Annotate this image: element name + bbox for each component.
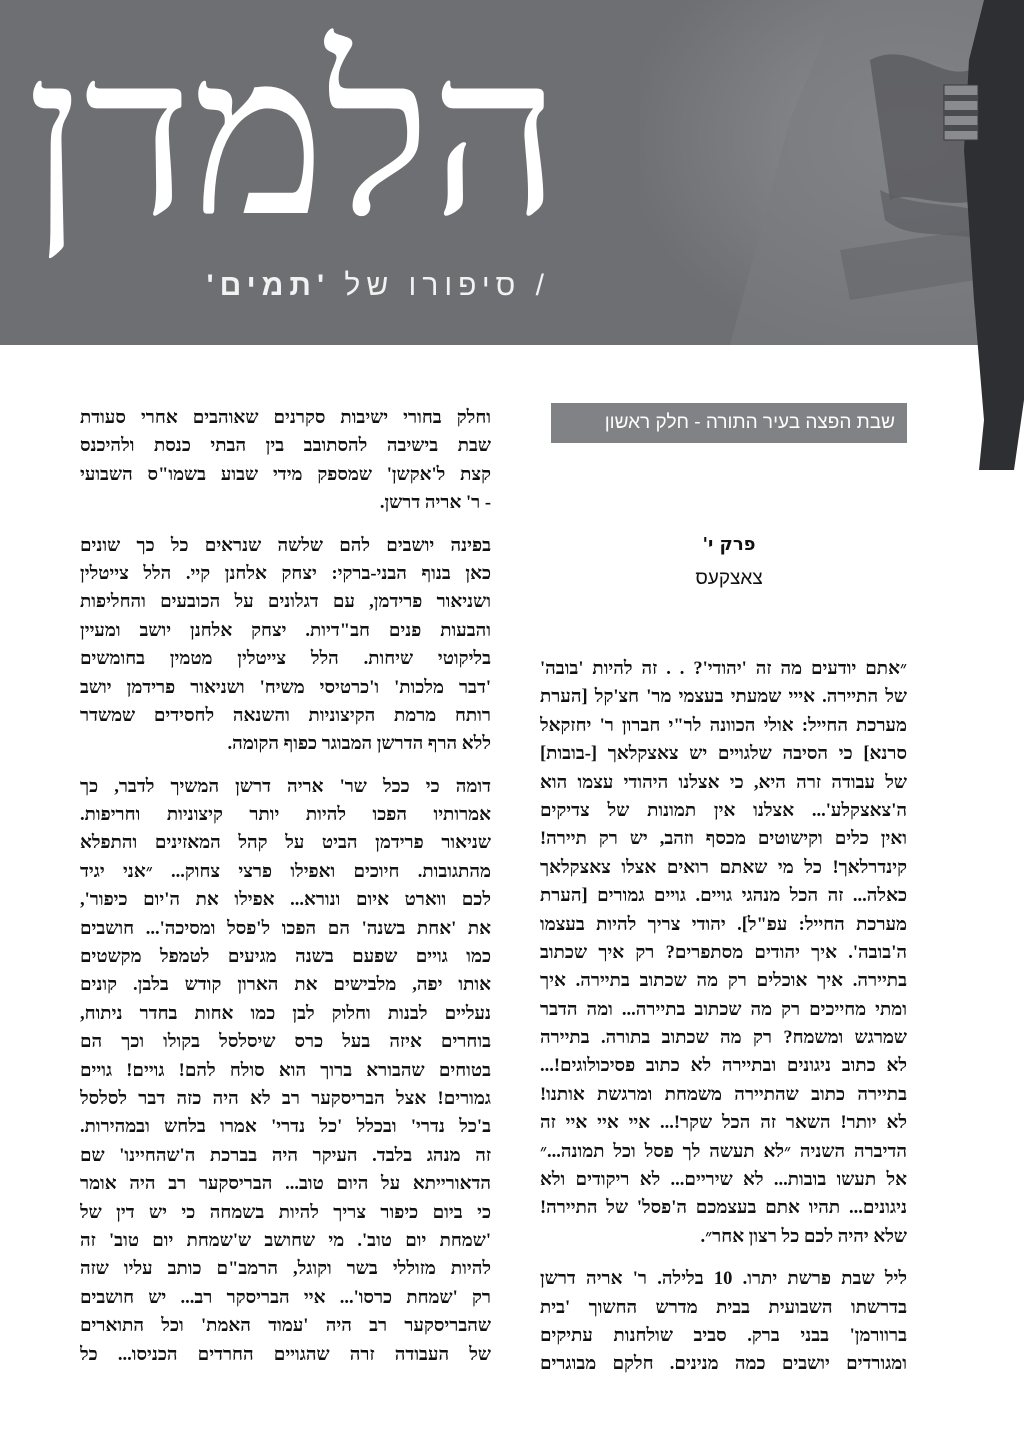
- text-line: 'דבר מלכות' ו'כרטיסי משיח' ושניאור פרידמן יושב: [80, 677, 491, 698]
- text-line: את 'אחת בשנה' הם הפכו ל'פסל ומסיכה'... חושבים: [80, 918, 491, 939]
- text-line: ניגונים... תהיו אתם בעצמכם ה'פסל' של התיירה!: [540, 1198, 907, 1219]
- subtitle-name: 'תמים': [206, 269, 331, 302]
- text-line: בתיירה. איך אוכלים רק מה שכתוב בתיירה. איך: [540, 971, 907, 992]
- chapter-title: צאצקעס: [695, 568, 763, 589]
- text-line: להיות מזוללי בשר וקוגל, הרמב"ם כותב עליו שזה: [80, 1259, 491, 1280]
- magazine-title: הלמדן: [26, 12, 560, 262]
- text-line: אמרותיו הפכו להיות יותר קיצוניות וחריפות.: [80, 805, 491, 826]
- text-line: דומה כי ככל שר' אריה דרשן המשיך לדבר, כך: [80, 776, 491, 797]
- text-line: של העבודה זרה שהגויים החרדים הכניסו... כל: [80, 1344, 491, 1365]
- text-line: בדרשתו השבועית בבית מדרש החשוך 'בית: [540, 1297, 907, 1318]
- text-line: שהבריסקער רב היה 'עמוד האמת' וכל התוארים: [80, 1316, 491, 1337]
- article-paragraph: [80, 532, 491, 759]
- text-line: מערכת החייל: עפ"ל]. יהודי צריך להיות בעצמו: [540, 914, 907, 935]
- text-line: קצת ל'אקשן' שמספק מידי שבוע בשמו"ס השבועי: [80, 464, 491, 485]
- text-line: ושניאור פרידמן, עם דגלונים על הכובעים והחליפות: [80, 592, 491, 613]
- man-with-books-image: [924, 0, 1024, 475]
- text-line: של עבודה זרה היא, כי אצלנו היהודי עצמו הוא: [540, 772, 907, 793]
- text-line: שניאור פרידמן הביט על קהל המאזינים והתפלא: [80, 833, 491, 854]
- text-line: בפינה יושבים להם שלשה שנראים כל כך שונים: [80, 535, 491, 556]
- subtitle: [206, 266, 550, 306]
- text-line: כאן בנוף הבני-ברקי: יצחק אלחנן קיי. הלל צייטלין: [80, 563, 491, 584]
- text-line: ומגורדים יושבים כמה מנינים. חלקם מבוגרים: [540, 1354, 907, 1375]
- text-line: ללא הרף הדרשן המבוגר כפוף הקומה.: [227, 734, 491, 755]
- article-column-left: [80, 404, 491, 1383]
- text-line: סרנא] כי הסיבה שלגויים יש צאצקלאך [-בובות]: [540, 744, 907, 765]
- text-line: הדאורייתא על היום טוב... הבריסקער רב היה אומר: [80, 1174, 491, 1195]
- text-line: ואין כלים וקישוטים מכסף וזהב, יש רק תיירה!: [540, 829, 907, 850]
- article-paragraph: [540, 655, 907, 1251]
- text-line: 'שמחת יום טוב'. מי שחושב ש'שמחת יום טוב' זה: [80, 1230, 491, 1251]
- text-line: קינדרלאך! כל מי שאתם רואים אצלו צאצקלאך: [540, 857, 907, 878]
- text-line: לכם ווארט איום ונורא... אפילו את ה'יום כיפור',: [80, 890, 491, 911]
- text-line: ב'כל נדרי' ובכלל 'כל נדרי' אמרו בלחש ובמהירות.: [80, 1117, 491, 1138]
- text-line: לא כתוב ניגונים ובתיירה לא כתוב פסיכולוגים!...: [540, 1056, 907, 1077]
- text-line: של התיירה. אייי שמעתי בעצמי מר' חצ'קל [הערת: [540, 687, 907, 708]
- text-line: אותו יפה, מלבישים את הארון קודש בלבן. קונים: [80, 975, 491, 996]
- text-line: מערכת החייל: אולי הכוונה לר"י חברון ר' יחזקאל: [540, 715, 907, 736]
- subtitle-prefix: / סיפורו של: [330, 269, 550, 302]
- text-line: מהתגובות. חיוכים ואפילו פרצי צחוק... ״אני יגיד: [80, 861, 491, 882]
- text-line: ה'צאצקלע'... אצלנו אין תמונות של צדיקים: [540, 800, 907, 821]
- text-line: נעליים לבנות וחלוק לבן כמו אחות בחדר ניתוח,: [80, 1003, 491, 1024]
- article-paragraph: [540, 1265, 907, 1379]
- text-line: ״אתם יודעים מה זה 'יהודי'? . . זה להיות 'בובה': [540, 659, 907, 679]
- text-line: ברוורמן' בבני ברק. סביב שולחנות עתיקים: [540, 1325, 907, 1346]
- text-line: בתיירה כתוב שהתיירה משמחת ומרגשת אותנו!: [540, 1084, 907, 1105]
- text-line: שלא יהיה לכם כל רצון אחר״.: [700, 1226, 907, 1247]
- chapter-number: פרק י': [702, 534, 756, 555]
- text-line: שבת בישיבה להסתובב בין הבתי כנסת ולהיכנס: [80, 436, 491, 457]
- text-line: בליקוטי שיחות. הלל צייטלין מטמין בחומשים: [80, 649, 491, 670]
- text-line: זה מנהג בלבד. העיקר היה בברכת ה'שהחיינו' שם: [80, 1145, 491, 1166]
- text-line: בטוחים שהבורא ברוך הוא סולח להם! גויים! גויים: [80, 1060, 491, 1081]
- text-line: לא יותר! השאר זה הכל שקר!... איי איי איי זה: [540, 1113, 907, 1134]
- text-line: ומתי מחייכים רק מה שכתוב בתיירה... ומה הדבר: [540, 999, 907, 1020]
- text-line: כאלה... זה הכל מנהגי גויים. גויים גמורים [הערת: [540, 886, 907, 907]
- text-line: - ר' אריה דרשן.: [379, 493, 491, 514]
- text-line: כמו גויים שפעם בשנה מגיעים לטמפל מקשטים: [80, 947, 491, 968]
- text-line: ליל שבת פרשת יתרו. 10 בלילה. ר' אריה דרשן: [540, 1269, 907, 1290]
- article-column-right: [540, 655, 907, 1393]
- section-label: שבת הפצה בעיר התורה - חלק ראשון: [551, 403, 907, 443]
- article-paragraph: [80, 404, 491, 518]
- text-line: הדיברה השניה ״לא תעשה לך פסל וכל תמונה...״: [540, 1141, 907, 1162]
- text-line: ה'בובה'. איך יהודים מסתפרים? רק איך שכתוב: [540, 942, 907, 963]
- header-banner: [0, 0, 1024, 345]
- text-line: שמרגש ומשמח? רק מה שכתוב בתורה. בתיירה: [540, 1028, 907, 1049]
- text-line: אל תעשו בובות... לא שיריים... לא ריקודים ולא: [540, 1170, 907, 1191]
- text-line: בוחרים איזה בעל כרס שיסלסל בקולו וכך הם: [80, 1032, 491, 1053]
- text-line: רותח מרמת הקיצוניות והשנאה לחסידים שמשדר: [80, 705, 491, 726]
- article-paragraph: [80, 773, 491, 1369]
- text-line: והבעות פנים חב"דיות. יצחק אלחנן יושב ומעיין: [80, 620, 491, 641]
- text-line: גמורים! אצל הבריסקער רב לא היה כזה דבר לסלסל: [80, 1088, 491, 1109]
- text-line: וחלק בחורי ישיבות סקרנים שאוהבים אחרי סעודת: [80, 408, 491, 428]
- text-line: כי ביום כיפור צריך להיות בשמחה כי יש דין של: [80, 1202, 491, 1223]
- text-line: רק 'שמחת כרסו'... איי הבריסקר רב... יש חושבים: [80, 1287, 491, 1308]
